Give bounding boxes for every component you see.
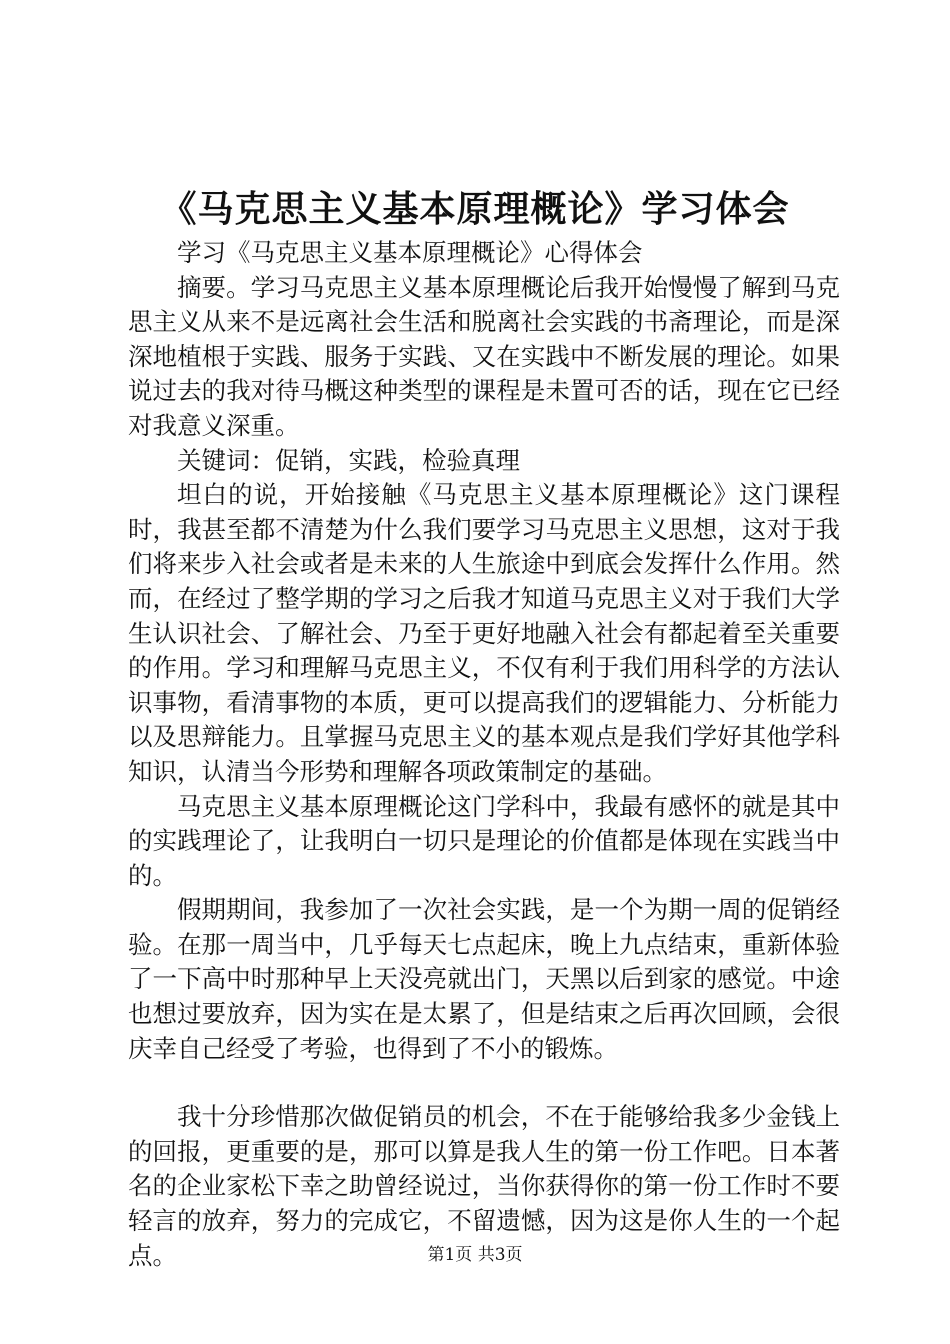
body-paragraph: 马克思主义基本原理概论这门学科中，我最有感怀的就是其中的实践理论了，让我明白一切只是理论的价值都是体现在实践当中的。 xyxy=(128,791,840,890)
body-paragraph: 坦白的说，开始接触《马克思主义基本原理概论》这门课程时，我甚至都不清楚为什么我们要学习马克思主义思想，这对于我们将来步入社会或者是未来的人生旅途中到底会发挥什么作用。然而，在经过了整学期的学习之后我才知道马克思主义对于我们大学生认识社会、了解社会、乃至于更好地融入社会有都起着至关重要的作用。学习和理解马克思主义，不仅有利于我们用科学的方法认识事物，看清事物的本质，更可以提高我们的逻辑能力、分析能力以及思辩能力。且掌握马克思主义的基本观点是我们学好其他学科知识，认清当今形势和理解各项政策制定的基础。 xyxy=(128,480,840,786)
subtitle-paragraph: 学习《马克思主义基本原理概论》心得体会 xyxy=(177,238,643,267)
keywords-paragraph: 关键词：促销，实践，检验真理 xyxy=(177,445,520,475)
body-paragraph: 我十分珍惜那次做促销员的机会，不在于能够给我多少金钱上的回报，更重要的是，那可以算是我人生的第一份工作吧。日本著名的企业家松下幸之助曾经说过，当你获得你的第一份工作时不要轻言的放弃，努力的完成它，不留遗憾，因为这是你人生的一个起点。 xyxy=(128,1102,840,1270)
document-title: 《马克思主义基本原理概论》学习体会 xyxy=(160,188,790,230)
page-number: 第1页 共3页 xyxy=(427,1245,523,1265)
abstract-paragraph: 摘要。学习马克思主义基本原理概论后我开始慢慢了解到马克思主义从来不是远离社会生活和脱离社会实践的书斋理论，而是深深地植根于实践、服务于实践、又在实践中不断发展的理论。如果说过去的我对待马概这种类型的课程是未置可否的话，现在它已经对我意义深重。 xyxy=(128,272,840,440)
body-paragraph: 假期期间，我参加了一次社会实践，是一个为期一周的促销经验。在那一周当中，几乎每天七点起床，晚上九点结束，重新体验了一下高中时那种早上天没亮就出门，天黑以后到家的感觉。中途也想过要放弃，因为实在是太累了，但是结束之后再次回顾，会很庆幸自己经受了考验，也得到了不小的锻炼。 xyxy=(128,895,840,1063)
document-body xyxy=(128,236,840,1273)
